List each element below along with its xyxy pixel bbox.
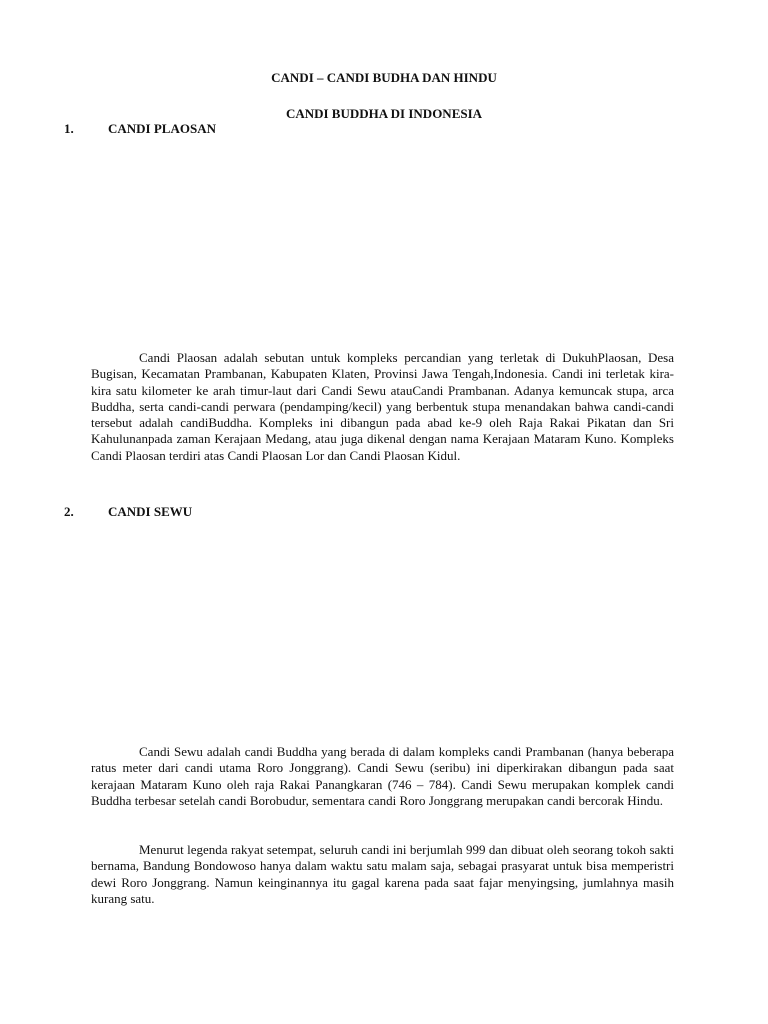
paragraph-candi-plaosan: Candi Plaosan adalah sebutan untuk kompleks percandian yang terletak di DukuhPlaosan, Desa Bugisan, Kecamatan Prambanan, Kabupaten Klaten, Provinsi Jawa Tengah,Indonesia. Candi ini terletak kira-kira satu kilometer ke arah timur-laut dari Candi Sewu atauCandi Prambanan. Adanya kemuncak stupa, arca Buddha, serta candi-candi perwara (pendamping/kecil) yang berbentuk stupa menandakan bahwa candi-candi tersebut adalah candiBuddha. Kompleks ini dibangun pada abad ke-9 oleh Raja Rakai Pikatan dan Sri Kahulunanpada zaman Kerajaan Medang, atau juga dikenal dengan nama Kerajaan Mataram Kuno. Kompleks Candi Plaosan terdiri atas Candi Plaosan Lor dan Candi Plaosan Kidul. <box>91 350 674 463</box>
section-heading-candi-sewu <box>64 504 192 520</box>
paragraph-candi-sewu-legend: Menurut legenda rakyat setempat, seluruh candi ini berjumlah 999 dan dibuat oleh seorang tokoh sakti bernama, Bandung Bondowoso hanya dalam waktu satu malam saja, sebagai prasyarat untuk bisa memperistri dewi Roro Jonggrang. Namun keinginannya itu gagal karena pada saat fajar menyingsing, jumlahnya masih kurang satu. <box>91 842 674 906</box>
document-title: CANDI – CANDI BUDHA DAN HINDU <box>271 70 497 85</box>
section-number: 2. <box>64 504 74 519</box>
section-title: CANDI PLAOSAN <box>108 121 216 136</box>
paragraph-candi-sewu-intro: Candi Sewu adalah candi Buddha yang berada di dalam kompleks candi Prambanan (hanya beberapa ratus meter dari candi utama Roro Jonggrang). Candi Sewu (seribu) ini diperkirakan dibangun pada saat kerajaan Mataram Kuno oleh raja Rakai Panangkaran (746 – 784). Candi Sewu merupakan komplek candi Buddha terbesar setelah candi Borobudur, sementara candi Roro Jonggrang merupakan candi bercorak Hindu. <box>91 744 674 808</box>
candi-sewu-image-placeholder <box>120 533 640 733</box>
candi-plaosan-image-placeholder <box>120 150 640 340</box>
section-number: 1. <box>64 121 74 136</box>
section-title: CANDI SEWU <box>108 504 193 519</box>
document-subtitle: CANDI BUDDHA DI INDONESIA <box>285 106 483 121</box>
section-heading-candi-plaosan <box>64 121 216 137</box>
